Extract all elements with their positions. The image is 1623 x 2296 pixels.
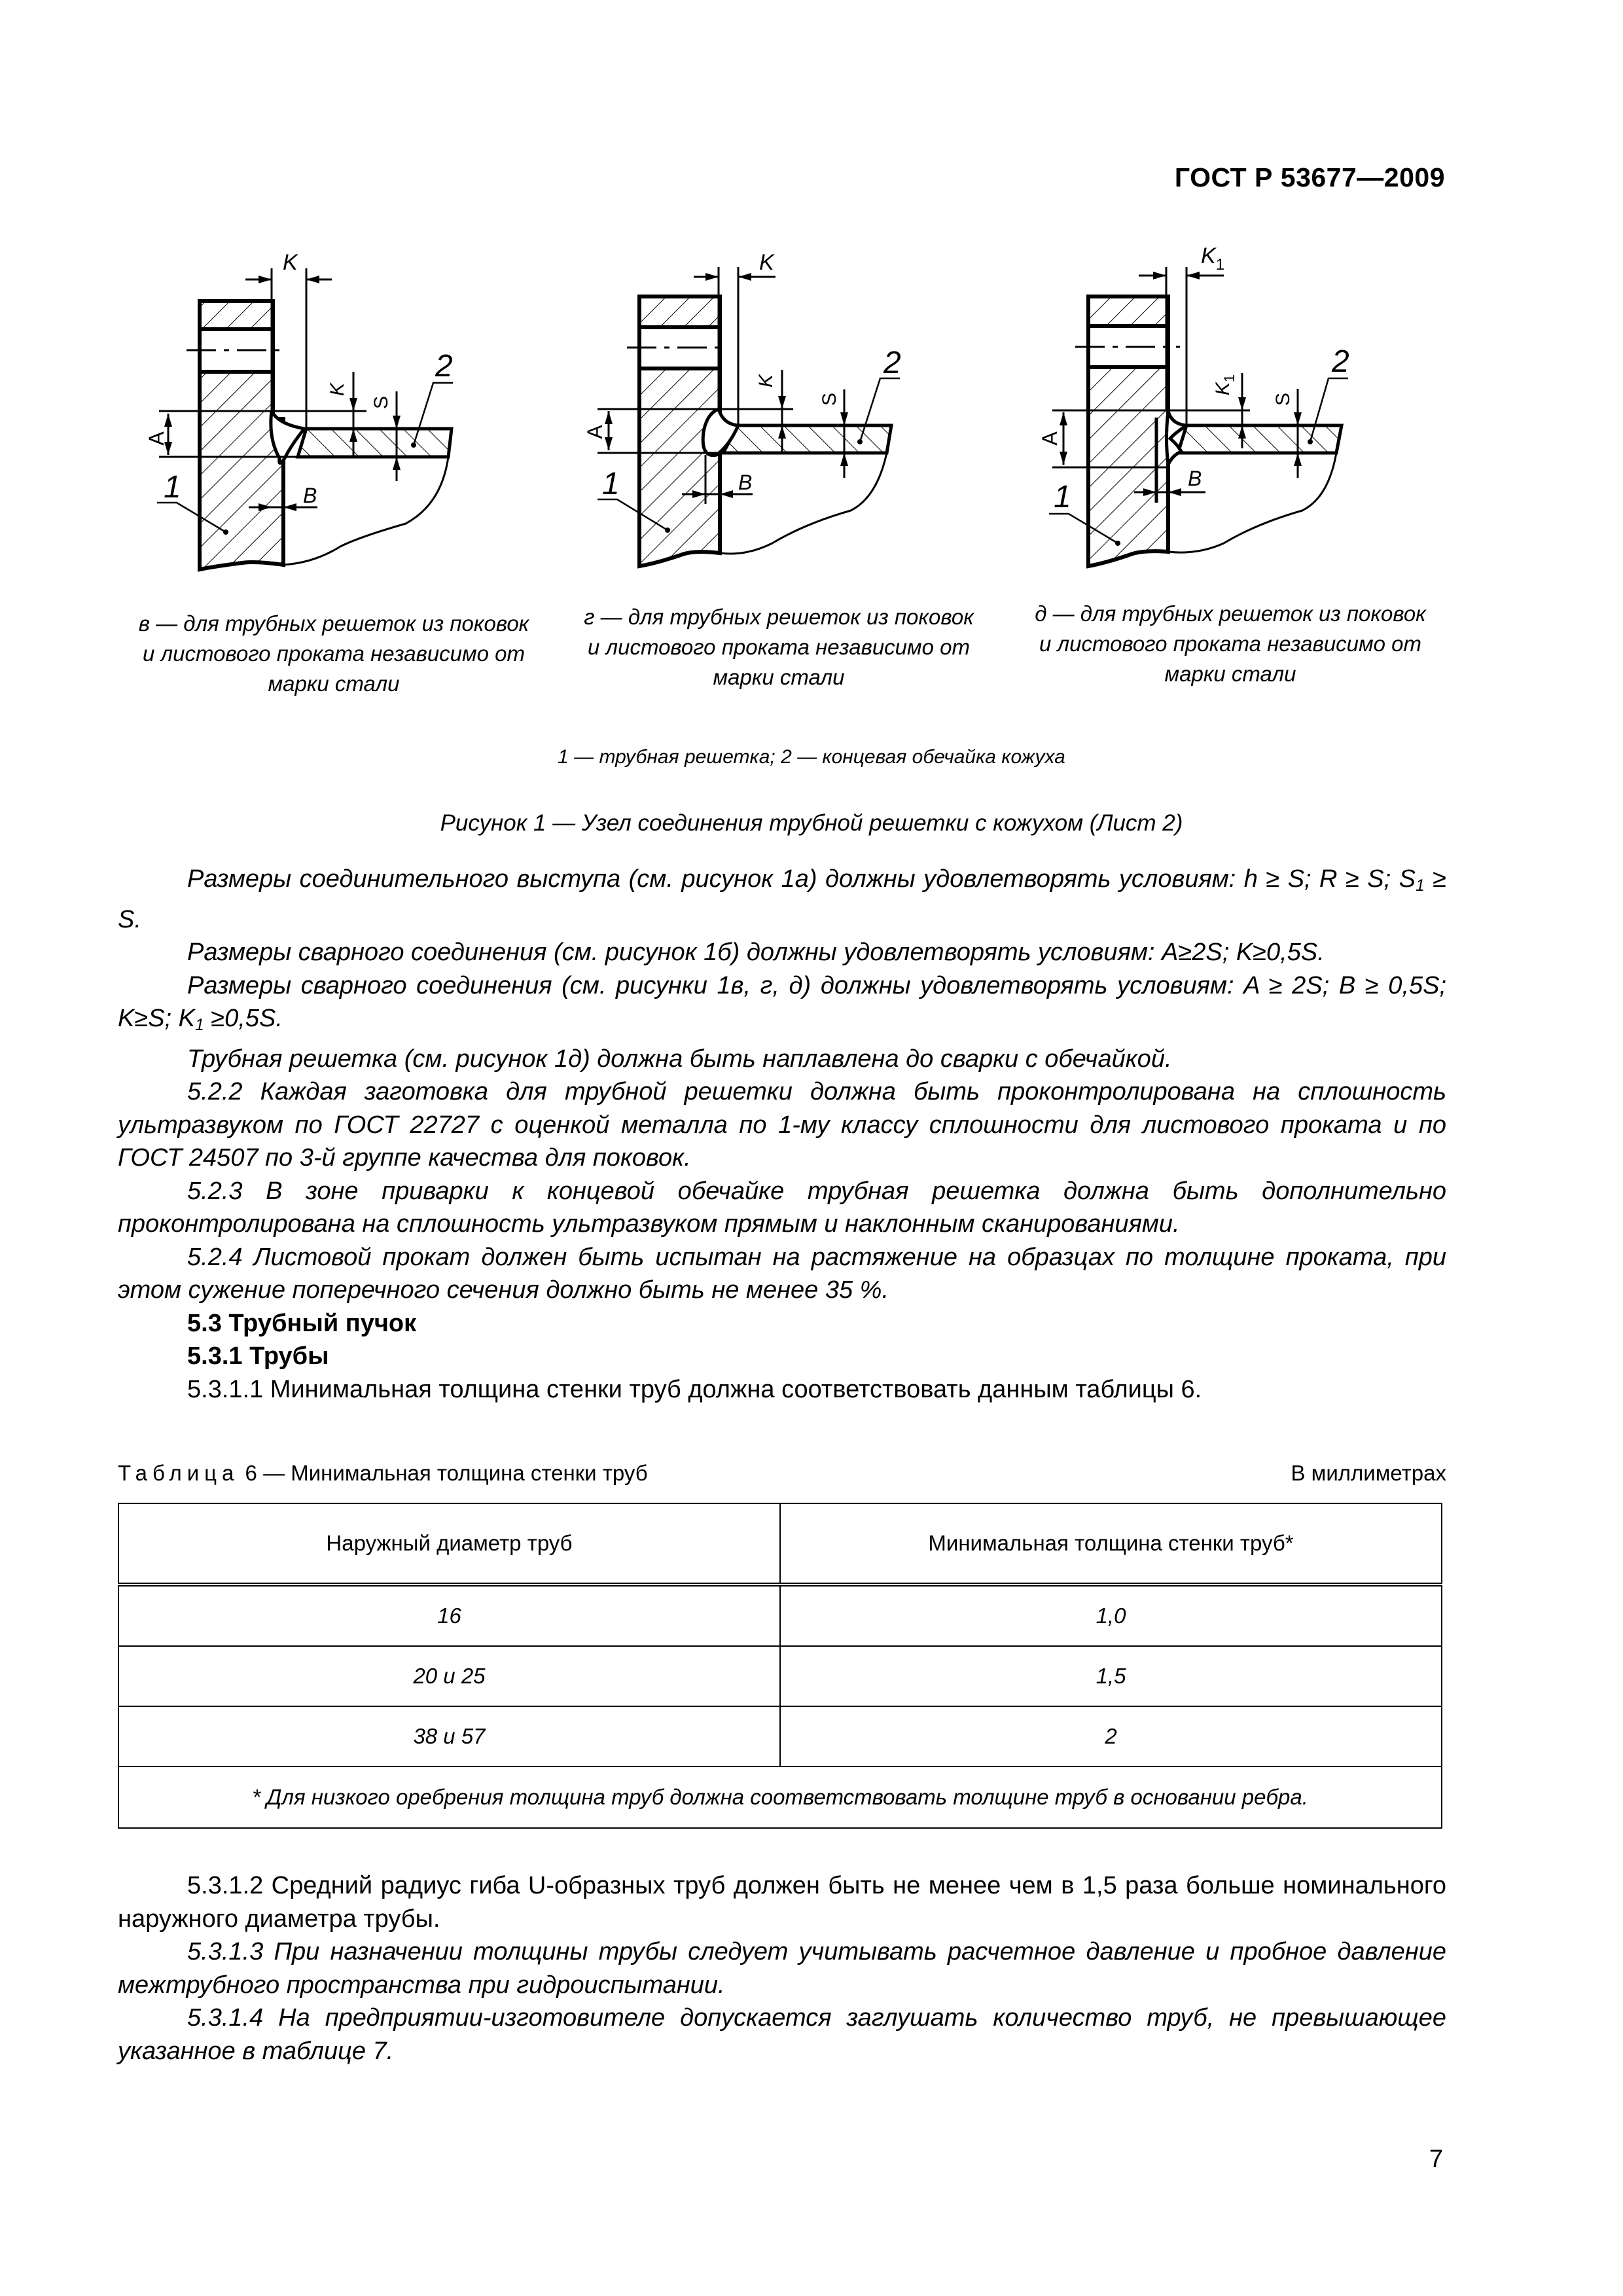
cell-thickness: 1,0 [780, 1585, 1442, 1646]
dim-a: A [145, 431, 168, 446]
cell-thickness: 1,5 [780, 1646, 1442, 1706]
part-1-label: 1 [164, 470, 181, 505]
table-row [118, 1646, 1442, 1706]
cell-diameter: 16 [118, 1585, 780, 1646]
heading-5-3-1: 5.3.1 Трубы [187, 1342, 329, 1371]
paragraph-weld-dims-1b: Размеры сварного соединения (см. рисунок 1б) должны удовлетворять условиям: A≥2S; K≥0,5S. [187, 939, 1325, 967]
paragraph-cladding: Трубная решетка (см. рисунок 1д) должна быть наплавлена до сварки с обечайкой. [187, 1045, 1172, 1073]
dim-s: S [819, 392, 840, 406]
table-row [118, 1706, 1442, 1767]
paragraph-protrusion-dims: Размеры соединительного выступа (см. рисунок 1а) должны удовлетворять условиям: h ≥ S; R ≥ S; $S_1 \ge S$. [118, 865, 1446, 933]
clause-5-3-1-4: 5.3.1.4 На предприятии-изготовителе допускается заглушать количество труб, не превышающее указанное в таблице 7. [118, 2004, 1446, 2065]
table-units: В миллиметрах [1291, 1461, 1446, 1485]
figure-title: Рисунок 1 — Узел соединения трубной решетки с кожухом (Лист 2) [440, 810, 1183, 836]
dim-k1-top: $K_1$ [1201, 243, 1225, 274]
body-text [118, 863, 1446, 1406]
dim-k1-vert: $K_1$ [1212, 374, 1238, 396]
figure-legend: 1 — трубная решетка; 2 — концевая обечайка кожуха [558, 746, 1065, 768]
clause-5-2-3: 5.2.3 В зоне приварки к концевой обечайке трубная решетка должна быть дополнительно проконтролирована на сплошность ультразвуком прямым и наклонным сканированиями. [118, 1177, 1446, 1238]
figure-1-sheet-2 [144, 242, 1427, 609]
dim-b: B [1188, 467, 1202, 490]
dim-a: A [1038, 431, 1061, 446]
dim-a: A [583, 425, 607, 439]
table-row [118, 1585, 1442, 1646]
table-header-row [118, 1503, 1442, 1585]
dim-k-top: K [759, 250, 774, 275]
clause-5-3-1-3: 5.3.1.3 При назначении толщины трубы следует учитывать расчетное давление и пробное давление межтрубного пространства при гидроиспытании. [118, 1938, 1446, 1999]
weld-joint-drawing-icon [1021, 242, 1414, 609]
dim-b: B [738, 471, 753, 494]
figure-v-caption: в — для трубных решеток из поковок и листового проката независимо от марки стали [138, 611, 529, 696]
cell-diameter: 20 и 25 [118, 1646, 780, 1706]
figure-d-weld-drawing [1021, 242, 1414, 609]
dim-s: S [1272, 392, 1294, 406]
paragraph-weld-dims-1vgd: Размеры сварного соединения (см. рисунки 1в, г, д) должны удовлетворять условиям: A ≥ 2S; B ≥ 0,5S; K≥S; $K_1 \ge 0,5S$. [118, 971, 1446, 1035]
cell-thickness: 2 [780, 1706, 1442, 1767]
dim-b: B [303, 484, 317, 507]
clause-5-2-2: 5.2.2 Каждая заготовка для трубной решетки должна быть проконтролирована на сплошность ультразвуком по ГОСТ 22727 с оценкой металла по 1-му классу сплошности для листового проката и по ГОСТ 24507 по 3-й группе качества для поковок. [118, 1078, 1446, 1172]
weld-joint-drawing-icon [144, 242, 537, 609]
dim-k-vert: K [327, 382, 348, 397]
cell-diameter: 38 и 57 [118, 1706, 780, 1767]
figure-v-weld-drawing [144, 242, 537, 609]
table-footnote: * Для низкого оребрения толщина труб должна соответствовать толщине труб в основании ребра. [118, 1767, 1442, 1828]
body-text-after-table [118, 1869, 1446, 2068]
part-1-label: 1 [602, 467, 620, 501]
clause-5-3-1-2: 5.3.1.2 Средний радиус гиба U-образных труб должен быть не менее чем в 1,5 раза больше номинального наружного диаметра трубы. [118, 1872, 1446, 1933]
heading-5-3: 5.3 Трубный пучок [187, 1309, 417, 1337]
header-outer-diameter: Наружный диаметр труб [118, 1503, 780, 1585]
weld-joint-drawing-icon [576, 242, 969, 609]
part-2-label: 2 [1332, 344, 1349, 379]
document-header: ГОСТ Р 53677—2009 [1174, 162, 1445, 192]
dim-k-top: K [283, 250, 298, 275]
table-6 [118, 1503, 1442, 1829]
table-footnote-row [118, 1767, 1442, 1828]
clause-5-2-4: 5.2.4 Листовой прокат должен быть испытан на растяжение на образцах по толщине проката, при этом сужение поперечного сечения должно быть не менее 35 %. [118, 1243, 1446, 1304]
part-1-label: 1 [1054, 480, 1071, 514]
figure-g-weld-drawing [576, 242, 969, 609]
header-min-wall-thickness: Минимальная толщина стенки труб* [780, 1503, 1442, 1585]
dim-s: S [370, 395, 392, 410]
table-title: 6 — Минимальная толщина стенки труб [239, 1461, 648, 1485]
figure-g-caption: г — для трубных решеток из поковок и листового проката независимо от марки стали [584, 605, 974, 689]
part-2-label: 2 [883, 346, 901, 380]
table-label: Таблица [118, 1461, 240, 1485]
figure-d-caption: д — для трубных решеток из поковок и листового проката независимо от марки стали [1035, 601, 1426, 686]
dim-k-vert: K [755, 374, 777, 388]
table-6-caption [118, 1461, 1446, 1486]
clause-5-3-1-1: 5.3.1.1 Минимальная толщина стенки труб должна соответствовать данным таблицы 6. [187, 1375, 1202, 1403]
page-number: 7 [1429, 2145, 1443, 2173]
part-2-label: 2 [435, 349, 453, 384]
